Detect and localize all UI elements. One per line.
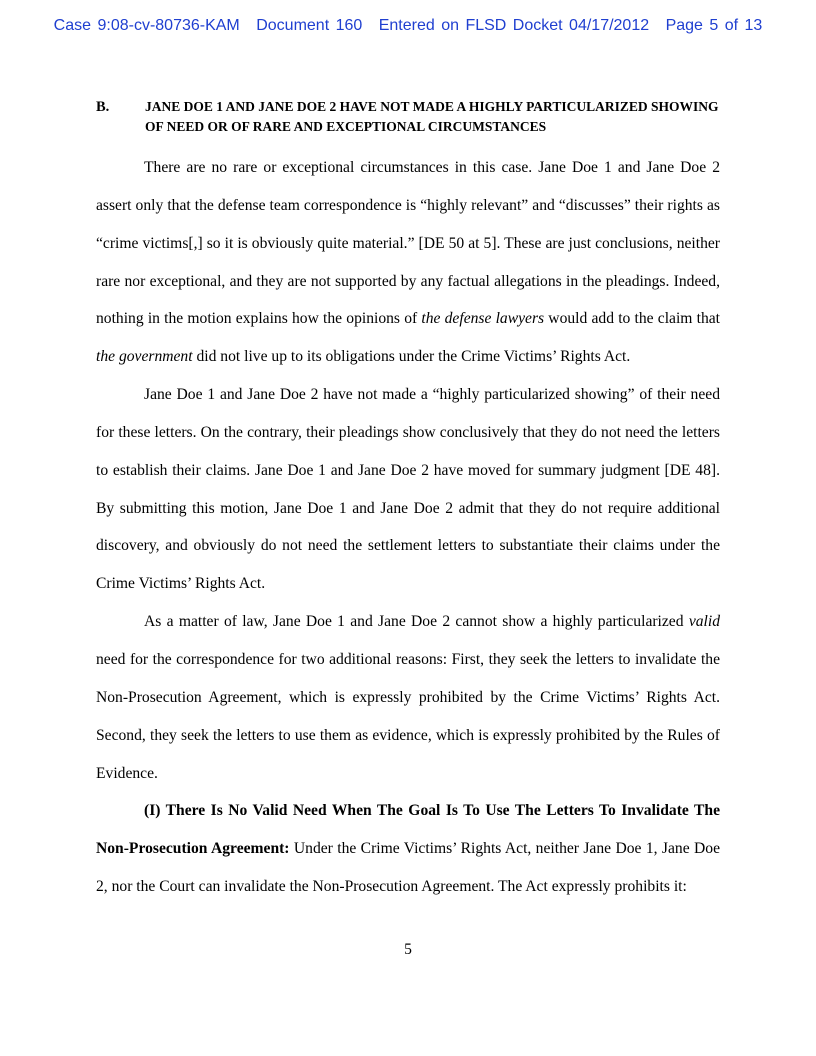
paragraph-2: Jane Doe 1 and Jane Doe 2 have not made a “highly particularized showing” of their need for these letters. On the contrary, their pleadings show conclusively that they do not need the letters to establish their claims. Jane Doe 1 and Jane Doe 2 have moved for summary judgment [DE 48]. By submitting this motion, Jane Doe 1 and Jane Doe 2 admit that they do not require additional discovery, and obviously do not need the settlement letters to substantiate their claims under the Crime Victims’ Rights Act. — [96, 386, 720, 593]
case-number: Case 9:08-cv-80736-KAM — [53, 17, 240, 34]
body-text — [96, 149, 720, 906]
paragraph-1 — [96, 149, 720, 376]
paragraph-3-text-a: As a matter of law, Jane Doe 1 and Jane Doe 2 cannot show a highly particularized — [144, 613, 689, 631]
docket-entry-date: Entered on FLSD Docket 04/17/2012 — [378, 17, 650, 34]
paragraph-3-italic: valid — [688, 613, 720, 631]
section-letter: B. — [96, 99, 110, 115]
page-of-total: Page 5 of 13 — [665, 17, 763, 34]
paragraph-1-text-b: would add to the claim that — [544, 310, 720, 328]
docket-header — [0, 17, 816, 35]
section-heading — [96, 97, 720, 137]
document-number: Document 160 — [256, 17, 363, 34]
page-number: 5 — [404, 941, 412, 958]
subsection-heading: (I) There Is No Valid Need When The Goal Is To Use The Letters To Invalidate The Non-Prosecution Agreement: — [96, 802, 720, 858]
paragraph-1-text-c: did not live up to its obligations under the Crime Victims’ Rights Act. — [192, 348, 631, 366]
paragraph-3 — [96, 603, 720, 792]
paragraph-3-text-b: need for the correspondence for two additional reasons: First, they seek the letters to invalidate the Non-Prosecution Agreement, which is expressly prohibited by the Crime Victims’ Rights Act. Second, they seek the letters to use them as evidence, which is expressly prohibited by the Rules of Evidence. — [96, 650, 720, 782]
paragraph-4-text: Under the Crime Victims’ Rights Act, neither Jane Doe 1, Jane Doe 2, nor the Court can invalidate the Non-Prosecution Agreement. The Act expressly prohibits it: — [96, 840, 720, 896]
paragraph-1-text-a: There are no rare or exceptional circumstances in this case. Jane Doe 1 and Jane Doe 2 assert only that the defense team correspondence is “highly relevant” and “discusses” their rights as “crime victims[,] so it is obviously quite material.” [DE 50 at 5]. These are just conclusions, neither rare nor exceptional, and they are not supported by any factual allegations in the pleadings. Indeed, nothing in the motion explains how the opinions of — [96, 159, 720, 328]
paragraph-1-italic-1: the defense lawyers — [421, 310, 545, 328]
paragraph-1-italic-2: the government — [96, 348, 193, 366]
paragraph-4 — [96, 792, 720, 906]
section-title: JANE DOE 1 AND JANE DOE 2 HAVE NOT MADE A HIGHLY PARTICULARIZED SHOWING OF NEED OR OF RARE AND EXCEPTIONAL CIRCUMSTANCES — [145, 99, 719, 134]
